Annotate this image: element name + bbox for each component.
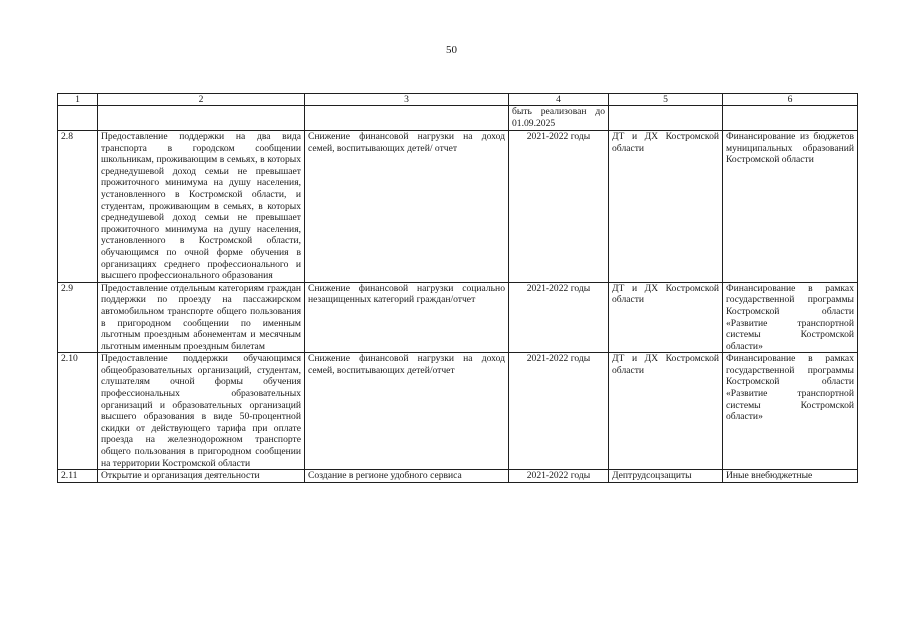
table-row (58, 131, 858, 283)
cell-measure: Предоставление поддержки обучающимся общеобразовательных организаций, студентам, слушателям очной формы обучения профессиональных образовательных организаций и образовательных организаций высшего образования в виде 50-процентной скидки от действующего тарифа при оплате проезда на железнодорожном транспорте общего пользования в пригородном сообщении на территории Костромской области (98, 353, 305, 470)
cell-result (305, 106, 509, 131)
page-number: 50 (446, 44, 457, 56)
cell-num: 2.9 (58, 282, 98, 353)
cell-executor: ДТ и ДХ Костромской области (609, 353, 723, 470)
cell-term: 2021-2022 годы (509, 470, 609, 483)
cell-executor: ДТ и ДХ Костромской области (609, 282, 723, 353)
table-header-row (58, 94, 858, 106)
cell-result: Снижение финансовой нагрузки на доход семей, воспитывающих детей/отчет (305, 353, 509, 470)
cell-source: Финансирование в рамках государственной программы Костромской области «Развитие транспортной системы Костромской области» (723, 353, 858, 470)
cell-result: Снижение финансовой нагрузки на доход семей, воспитывающих детей/ отчет (305, 131, 509, 283)
column-header: 2 (98, 94, 305, 106)
cell-term: 2021-2022 годы (509, 131, 609, 283)
cell-executor: ДТ и ДХ Костромской области (609, 131, 723, 283)
cell-source: Иные внебюджетные (723, 470, 858, 483)
cell-term: 2021-2022 годы (509, 353, 609, 470)
cell-measure: Предоставление поддержки на два вида транспорта в городском сообщении школьникам, проживающим в семьях, в которых среднедушевой доход семьи не превышает прожиточного минимума на душу населения, установленного в Костромской области, и студентам, проживающим в семьях, в которых среднедушевой доход семьи не превышает прожиточного минимума на душу населения, установленного в Костромской области, обучающимся по очной форме обучения в организациях среднего профессионального и высшего профессионального образования (98, 131, 305, 283)
table-row-continuation (58, 106, 858, 131)
cell-num: 2.10 (58, 353, 98, 470)
cell-measure: Предоставление отдельным категориям граждан поддержки по проезду на пассажирском автомобильном транспорте общего пользования в пригородном сообщении по именным льготным проездным абонементам и месячным льготным именным проездным билетам (98, 282, 305, 353)
cell-source: Финансирование из бюджетов муниципальных образований Костромской области (723, 131, 858, 283)
cell-measure (98, 106, 305, 131)
table-row (58, 470, 858, 483)
cell-executor (609, 106, 723, 131)
cell-result: Создание в регионе удобного сервиса (305, 470, 509, 483)
column-header: 3 (305, 94, 509, 106)
column-header: 4 (509, 94, 609, 106)
cell-source: Финансирование в рамках государственной программы Костромской области «Развитие транспортной системы Костромской области» (723, 282, 858, 353)
cell-num: 2.11 (58, 470, 98, 483)
table-row (58, 353, 858, 470)
measures-table (57, 93, 858, 483)
column-header: 6 (723, 94, 858, 106)
cell-term: 2021-2022 годы (509, 282, 609, 353)
cell-num (58, 106, 98, 131)
cell-executor: Дептрудсоцзащиты (609, 470, 723, 483)
column-header: 5 (609, 94, 723, 106)
cell-source (723, 106, 858, 131)
cell-num: 2.8 (58, 131, 98, 283)
column-header: 1 (58, 94, 98, 106)
cell-measure: Открытие и организация деятельности (98, 470, 305, 483)
cell-term: быть реализован до 01.09.2025 (509, 106, 609, 131)
cell-result: Снижение финансовой нагрузки социально незащищенных категорий граждан/отчет (305, 282, 509, 353)
table-row (58, 282, 858, 353)
